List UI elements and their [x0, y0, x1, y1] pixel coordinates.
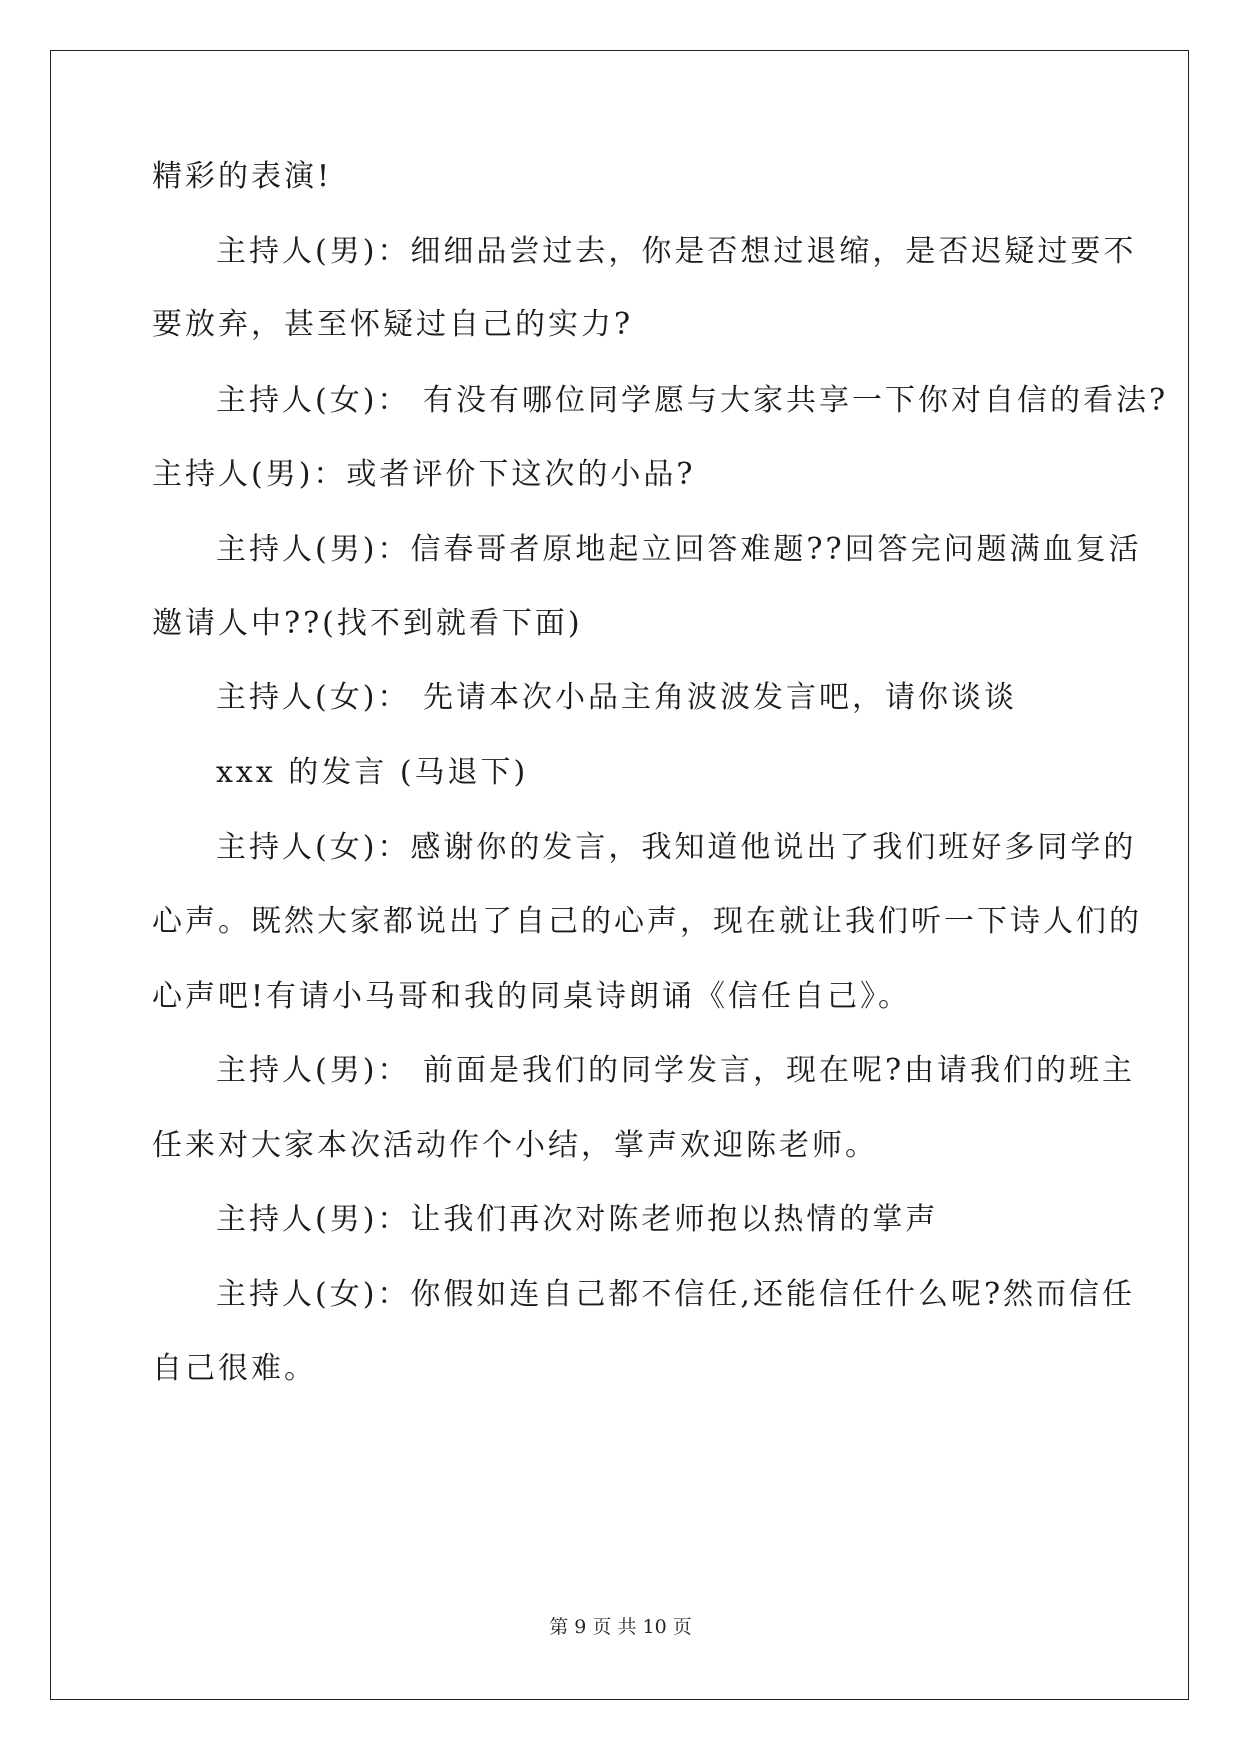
- text-line: 主持人(女)：感谢你的发言，我知道他说出了我们班好多同学的: [216, 830, 1137, 865]
- text-line: 主持人(男)：让我们再次对陈老师抱以热情的掌声: [216, 1202, 939, 1237]
- text-line: 自己很难。: [152, 1351, 317, 1386]
- text-line: xxx 的发言 (马退下): [216, 755, 529, 790]
- text-line: 邀请人中??(找不到就看下面): [152, 606, 583, 641]
- text-line: 主持人(女)： 先请本次小品主角波波发言吧，请你谈谈: [216, 680, 1017, 715]
- text-line: 主持人(女)：你假如连自己都不信任,还能信任什么呢?然而信任: [216, 1277, 1136, 1312]
- text-line: 精彩的表演!: [152, 159, 333, 194]
- text-line: 主持人(男)：或者评价下这次的小品?: [152, 457, 696, 492]
- text-line: 主持人(男)：细细品尝过去，你是否想过退缩，是否迟疑过要不: [216, 234, 1137, 269]
- page-border: [50, 50, 1189, 1700]
- text-line: 主持人(男)： 前面是我们的同学发言，现在呢?由请我们的班主: [216, 1053, 1136, 1088]
- text-line: 要放弃，甚至怀疑过自己的实力?: [152, 307, 634, 342]
- text-line: 主持人(女)： 有没有哪位同学愿与大家共享一下你对自信的看法?: [216, 383, 1169, 418]
- text-line: 任来对大家本次活动作个小结，掌声欢迎陈老师。: [152, 1128, 878, 1163]
- text-line: 心声。既然大家都说出了自己的心声，现在就让我们听一下诗人们的: [152, 904, 1142, 939]
- page-number: 第 9 页 共 10 页: [549, 1616, 692, 1638]
- text-line: 心声吧!有请小马哥和我的同桌诗朗诵《信任自己》。: [152, 979, 912, 1014]
- text-line: 主持人(男)：信春哥者原地起立回答难题??回答完问题满血复活: [216, 532, 1142, 567]
